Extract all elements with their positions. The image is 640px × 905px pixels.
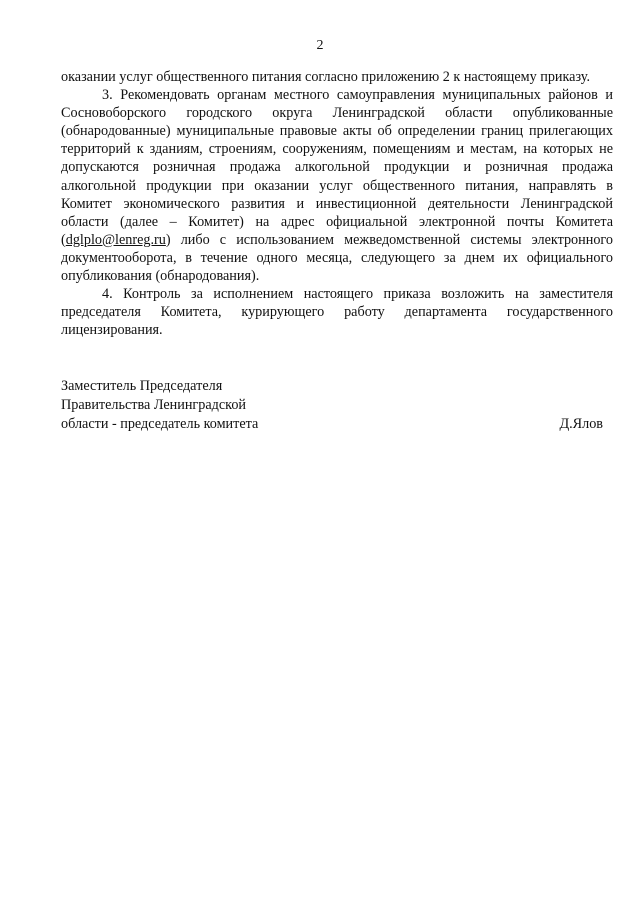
paragraph-item-3-text-start: 3. Рекомендовать органам местного самоуправления муниципальных районов и Сосновоборского городского округа Ленинградской области опубликованные (обнародованные) муниципальные правовые акты об определении границ прилегающих территорий к зданиям, строениям, сооружениям, помещениям и местам, на которых не допускаются розничная продажа алкогольной продукции и розничная продажа алкогольной продукции при оказании услуг общественного питания, направлять в Комитет экономического развития и инвестиционной деятельности Ленинградской области (далее – Комитет) на адрес официальной электронной почты Комитета (	[61, 87, 613, 248]
signature-title-row	[61, 415, 613, 434]
paragraph-item-3	[61, 86, 613, 285]
paragraph-item-4: 4. Контроль за исполнением настоящего приказа возложить на заместителя председателя Комитета, курирующего работу департамента государственного лицензирования.	[61, 286, 613, 339]
document-body	[61, 68, 613, 339]
email-link[interactable]: dglplo@lenreg.ru	[65, 231, 166, 248]
page-number: 2	[316, 38, 324, 53]
signatory-name: Д.Ялов	[559, 416, 603, 432]
paragraph-continuation: оказании услуг общественного питания согласно приложению 2 к настоящему приказу.	[61, 69, 591, 85]
signature-block	[61, 377, 613, 434]
signature-title-line-2: Правительства Ленинградской	[61, 397, 247, 413]
paragraph-item-3-text-end: ) либо с использованием межведомственной системы электронного документооборота, в течение одного месяца, следующего за днем их официального опубликования (обнародования).	[61, 231, 613, 285]
signature-title-line-3: области - председатель комитета	[61, 416, 259, 432]
signature-title-line-1: Заместитель Председателя	[61, 378, 223, 394]
